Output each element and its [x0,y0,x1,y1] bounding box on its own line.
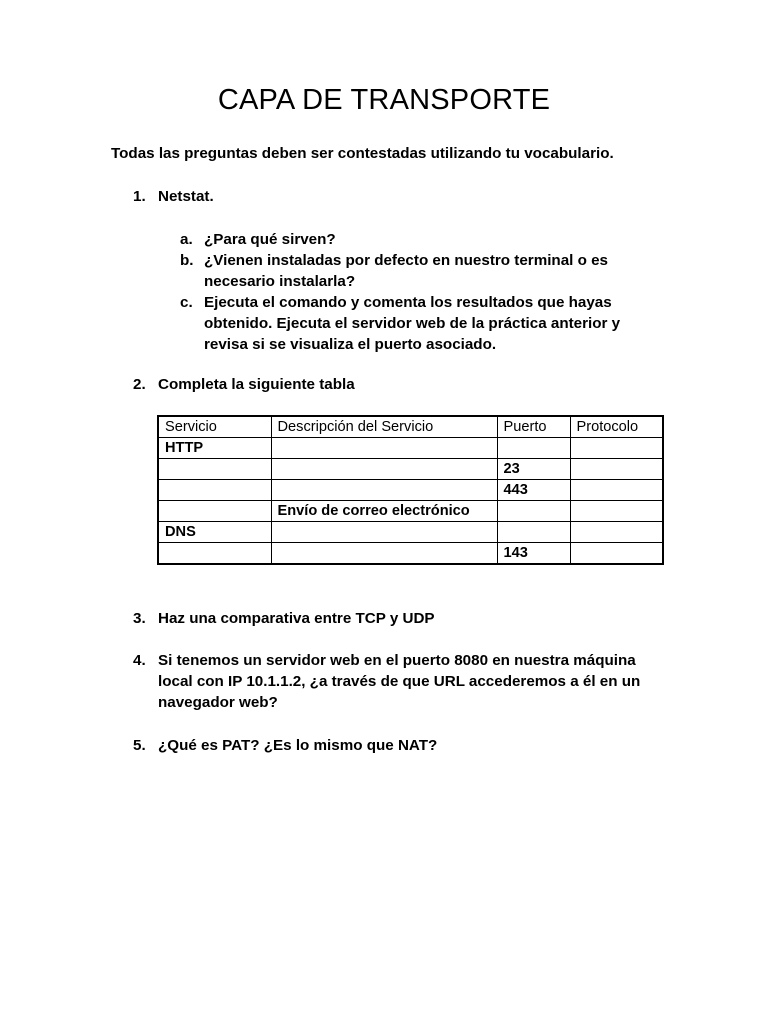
table-row [158,438,663,459]
table-cell: HTTP [158,438,271,459]
table-row [158,480,663,501]
question-3 [133,608,435,629]
table-cell [271,438,497,459]
question-text: Completa la siguiente tabla [158,376,355,393]
intro-text: Todas las preguntas deben ser contestadas utilizando tu vocabulario. [111,145,614,162]
subquestion-line: necesario instalarla? [204,273,356,290]
question-text: Netstat. [158,188,214,205]
subquestion-b [180,250,674,292]
question-number: 2. [133,376,146,393]
question-number: 1. [133,188,146,205]
question-text: Haz una comparativa entre TCP y UDP [158,610,435,627]
table-cell [497,438,570,459]
table-cell [158,501,271,522]
table-cell [570,480,663,501]
subquestion-line: ¿Para qué sirven? [204,231,336,248]
table-cell [570,543,663,565]
question-line: Si tenemos un servidor web en el puerto 8080 en nuestra máquina [158,652,636,669]
table-header-cell: Puerto [497,416,570,438]
table-cell [570,459,663,480]
table-cell [271,480,497,501]
table-cell [158,480,271,501]
subquestion-a [180,229,674,250]
table-cell [570,522,663,543]
question-line: navegador web? [158,694,278,711]
subquestion-letter: b. [180,252,194,269]
subquestion-c [180,292,674,355]
table-cell [570,438,663,459]
table-cell [271,522,497,543]
question-text: ¿Qué es PAT? ¿Es lo mismo que NAT? [158,737,438,754]
table-header-cell: Servicio [158,416,271,438]
subquestion-line: ¿Vienen instaladas por defecto en nuestro terminal o es [204,252,608,269]
subquestion-letter: c. [180,294,193,311]
table-cell [497,501,570,522]
table-row [158,501,663,522]
question-1 [133,186,214,207]
table-cell [271,543,497,565]
question-4 [133,650,678,713]
table-cell: Envío de correo electrónico [271,501,497,522]
table-cell [497,522,570,543]
table-row [158,522,663,543]
subquestion-line: revisa si se visualiza el puerto asociado. [204,336,497,353]
page-title: CAPA DE TRANSPORTE [217,84,551,116]
subquestion-line: Ejecuta el comando y comenta los resultados que hayas [204,294,612,311]
question-number: 5. [133,737,146,754]
question-number: 4. [133,652,146,669]
question-line: local con IP 10.1.1.2, ¿a través de que URL accederemos a él en un [158,673,641,690]
question-5 [133,735,438,756]
table-row [158,543,663,565]
table-cell: 143 [497,543,570,565]
table-cell [158,543,271,565]
table-cell [271,459,497,480]
table-header-cell: Protocolo [570,416,663,438]
table-cell: 443 [497,480,570,501]
question-2 [133,374,355,395]
subquestion-line: obtenido. Ejecuta el servidor web de la práctica anterior y [204,315,621,332]
table-cell: 23 [497,459,570,480]
subquestion-letter: a. [180,231,193,248]
services-table [157,415,664,565]
table-cell [158,459,271,480]
table-cell: DNS [158,522,271,543]
question-number: 3. [133,610,146,627]
table-header-row [158,416,663,438]
table-row [158,459,663,480]
table-cell [570,501,663,522]
table-header-cell: Descripción del Servicio [271,416,497,438]
